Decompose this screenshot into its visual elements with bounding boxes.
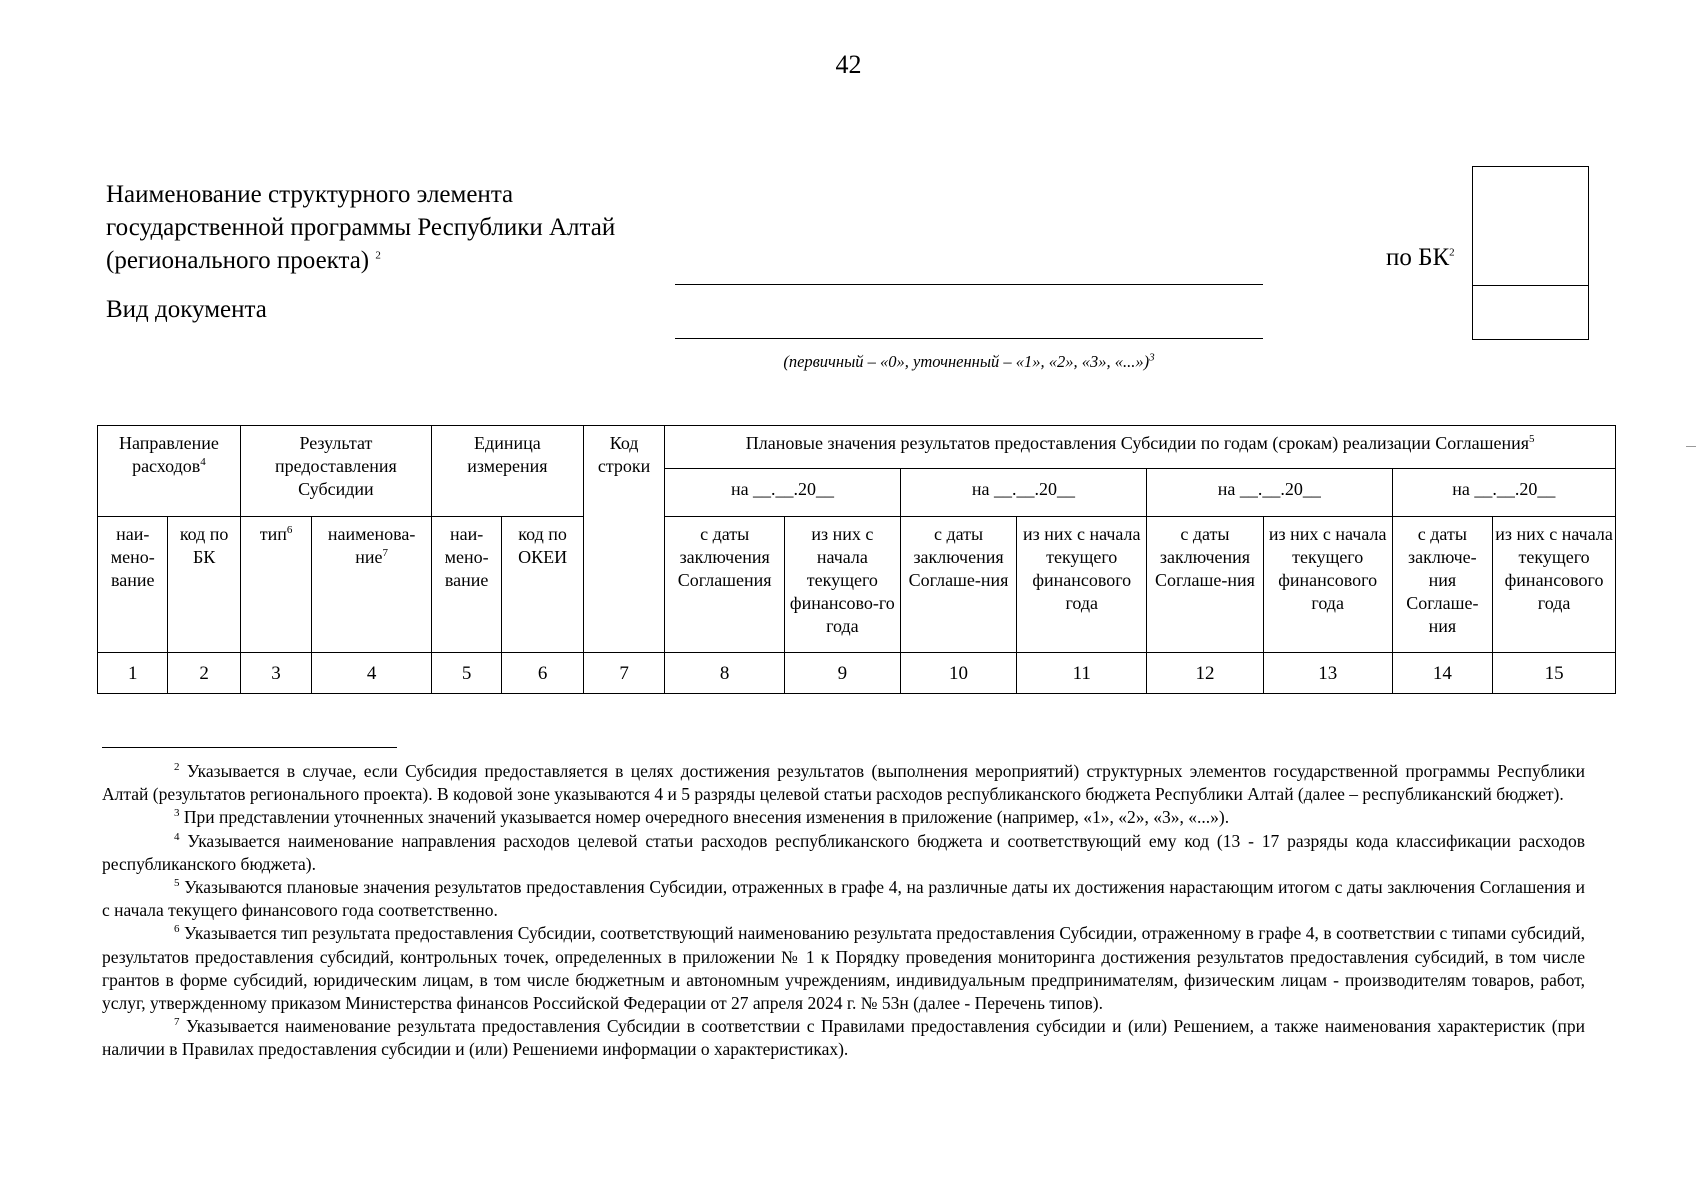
structural-element-title-text: Наименование структурного элемента государственной программы Республики Алтай (регионального проекта) [106,181,616,274]
footnote-text: Указывается наименование результата предоставления Субсидии в соответствии с Правилами предоставления субсидии и (или) Решением, а также наименования характеристик (при наличии в Правилах предоставления субсидии и (или) Решениеми информации о характеристиках). [102,1016,1585,1060]
footnote-number: 7 [174,1016,180,1029]
footnote-ref: 2 [375,249,381,262]
footnote-ref: 5 [1529,433,1535,445]
footnote [102,876,1585,922]
column-number: 5 [431,653,501,694]
bk-code-label-text: по БК [1386,244,1450,271]
column-number: 2 [168,653,240,694]
column-number: 8 [665,653,785,694]
footnote-number: 2 [174,761,180,774]
footnote-separator [102,747,397,748]
footnote-text: Указывается тип результата предоставления Субсидии, соответствующий наименованию результата предоставления Субсидии, отраженному в графе 4, в соответствии с типами субсидий, результатов предоставления субсидий, контрольных точек, определенных в приложении № 1 к Порядку проведения мониторинга достижения результатов предоставления субсидий, в том числе грантов в форме субсидий, юридическим лицам, в том числе бюджетным и автономным учреждениям, индивидуальным предпринимателям, физическим лицам - производителям товаров, работ, услуг, утвержденному приказом Министерства финансов Российской Федерации от 27 апреля 2024 г. № 53н (далее - Перечень типов). [102,923,1585,1014]
header-result-type: тип$^6$ [240,517,311,653]
footnote-ref: 7 [382,547,388,559]
footnote [102,806,1585,829]
structural-element-title [106,178,666,277]
column-number: 4 [312,653,432,694]
footnote [102,922,1585,1015]
column-number: 15 [1493,653,1616,694]
document-type-hint [675,352,1263,372]
document-type-label: Вид документа [106,296,267,323]
element-name-fill-line[interactable] [675,284,1263,285]
header-unit-code: код по ОКЕИ [502,517,583,653]
footnote-text: Указывается в случае, если Субсидия предоставляется в целях достижения результатов (выполнения мероприятий) структурных элементов государственной программы Республики Алтай (результатов регионального проекта). В кодовой зоне указываются 4 и 5 разряды целевой статьи расходов республиканского бюджета Республики Алтай (далее – республиканский бюджет). [102,761,1586,805]
footnote-number: 3 [174,807,180,820]
header-result: Результат предоставления Субсидии [240,426,431,517]
column-number: 3 [240,653,311,694]
document-type-hint-text: (первичный – «0», уточненный – «1», «2», «3», «...») [783,352,1150,371]
footnote-number: 5 [174,877,180,890]
header-direction-name: наи-мено-вание [98,517,168,653]
header-direction-code: код по БК [168,517,240,653]
header-from-fiscal-year-1: из них с начала текущего финансово-го года [785,517,901,653]
footnote-ref: 3 [1149,351,1155,364]
header-period-4: на __.__.20__ [1392,469,1615,517]
column-number: 10 [900,653,1017,694]
margin-mark [1686,446,1696,447]
column-number: 7 [583,653,664,694]
footnote [102,1015,1585,1061]
footnote [102,830,1585,876]
header-from-agreement-1: с даты заключения Соглашения [665,517,785,653]
planned-values-table [97,425,1616,694]
footnote-text: Указываются плановые значения результатов предоставления Субсидии, отраженных в графе 4, на различные даты их достижения нарастающим итогом с даты заключения Соглашения и с начала текущего финансового года соответственно. [102,877,1585,921]
header-row-code: Код строки [583,426,664,653]
header-unit: Единица измерения [431,426,583,517]
footnote [102,760,1585,806]
bk-code-box-divider [1473,285,1588,286]
footnote-text: Указывается наименование направления расходов целевой статьи расходов республиканского бюджета и соответствующий ему код (13 - 17 разряды кода классификации расходов республиканского бюджета). [102,830,1586,874]
header-from-fiscal-year-4: из них с начала текущего финансового года [1493,517,1616,653]
document-type-fill-line[interactable] [675,338,1263,339]
column-number: 13 [1263,653,1392,694]
header-unit-name: наи-мено-вание [431,517,501,653]
header-from-agreement-4: с даты заключе-ния Соглаше-ния [1392,517,1493,653]
header-result-name: наименова-ние$^7$ [312,517,432,653]
header-period-2: на __.__.20__ [900,469,1146,517]
header-period-1: на __.__.20__ [665,469,900,517]
header-from-agreement-2: с даты заключения Соглаше-ния [900,517,1017,653]
column-numbers-row [98,653,1616,694]
header-from-fiscal-year-2: из них с начала текущего финансового года [1017,517,1147,653]
column-number: 14 [1392,653,1493,694]
column-number: 12 [1147,653,1264,694]
column-number: 6 [502,653,583,694]
header-from-fiscal-year-3: из них с начала текущего финансового года [1263,517,1392,653]
bk-code-label [1386,244,1455,272]
footnote-ref: 4 [200,456,206,468]
footnote-text: При представлении уточненных значений указывается номер очередного внесения изменения в приложение (например, «1», «2», «3», «...»). [183,807,1230,828]
header-direction: Направление расходов$^4$ [98,426,241,517]
header-period-3: на __.__.20__ [1147,469,1392,517]
footnote-ref: 2 [1449,246,1455,259]
header-from-agreement-3: с даты заключения Соглаше-ния [1147,517,1264,653]
header-planned-values: Плановые значения результатов предоставления Субсидии по годам (срокам) реализации Соглашения$^5$ [665,426,1616,469]
column-number: 11 [1017,653,1147,694]
footnote-number: 4 [174,830,180,843]
column-number: 9 [785,653,901,694]
page-number: 42 [835,50,862,79]
column-number: 1 [98,653,168,694]
bk-code-box[interactable] [1472,166,1589,340]
footnote-ref: 6 [286,524,293,536]
footnote-number: 6 [174,923,180,936]
footnotes [102,760,1585,1062]
